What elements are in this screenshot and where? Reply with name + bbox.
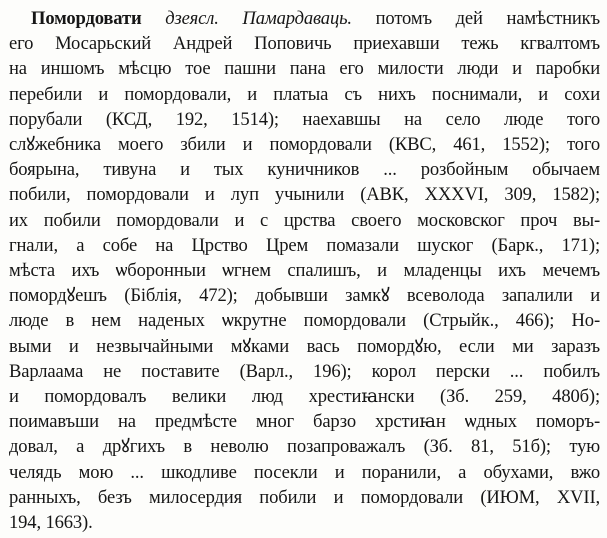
headword: Помордовати [31, 8, 142, 29]
entry-line-19: челядь мою ... шкодливе посекли и поранили, а обухами, вжо [9, 461, 600, 483]
entry-line-21: 194, 1663). [9, 512, 93, 534]
entry-line-12: помордꙋешъ (Біблія, 472); добывши замкꙋ всеволода запалили и [9, 285, 600, 307]
entry-line-18: довал, а дрꙋгихъ в неволю позапроважалъ (Зб. 81, 51б); тую [9, 436, 600, 458]
entry-line-4: перебили и помордовали, и платыа съ нихъ поснимали, и сохи [9, 83, 600, 105]
entry-line-5: порубали (КСД, 192, 1514); наехавшы на село люде того [9, 108, 600, 130]
entry-line-10: гнали, а собе на Црство Црем помазали шуског (Барк., 171); [9, 234, 600, 256]
variant-form: дзеясл. Памардаваць. [165, 8, 352, 29]
entry-line-20: ранныхъ, безъ милосердия побили и помордовали (ИЮМ, XVII, [9, 486, 600, 508]
entry-line-9: их побили помордовали и с црства своего московског проч вы- [9, 209, 600, 231]
entry-line-6: слꙋжебника моего збили и помордовали (КВС, 461, 1552); того [9, 134, 600, 156]
entry-line-3: на иншомъ мѣсцю тое пашни пана его милости люди и паробки [9, 58, 600, 80]
dictionary-entry [9, 6, 600, 535]
entry-line-2: его Мосарьский Андрей Поповичь приехавши тежь кгвалтомъ [9, 33, 600, 55]
entry-line-11: мѣста ихъ ѡборонныи ѡгнем спалишъ, и младенцы ихъ мечемъ [9, 260, 600, 282]
entry-line-7: боярына, тивуна и тых куничников ... розбойным обычаем [9, 159, 600, 181]
entry-line-14: выми и незвычайными мꙋками вась помордꙋю, если ми заразъ [9, 335, 600, 357]
entry-line-15: Варлаама не поставите (Варл., 196); корол перски ... побилъ [9, 360, 600, 382]
entry-line-16: и помордовалъ велики люд хрестиꙗнски (Зб. 259, 480б); [9, 386, 600, 408]
entry-line-17: поимавъши на предмѣсте мног барзо хрстиꙗн ѡдных поморъ- [9, 411, 600, 433]
entry-line-8: побили, помордовали и луп учынили (АВК, XXXVI, 309, 1582); [9, 184, 600, 206]
entry-text: потомъ дей намѣстникъ [375, 8, 600, 29]
entry-line-1 [9, 6, 600, 31]
entry-line-13: люде в нем наденых ѡкрутне помордовали (Стрыйк., 466); Но- [9, 310, 600, 332]
